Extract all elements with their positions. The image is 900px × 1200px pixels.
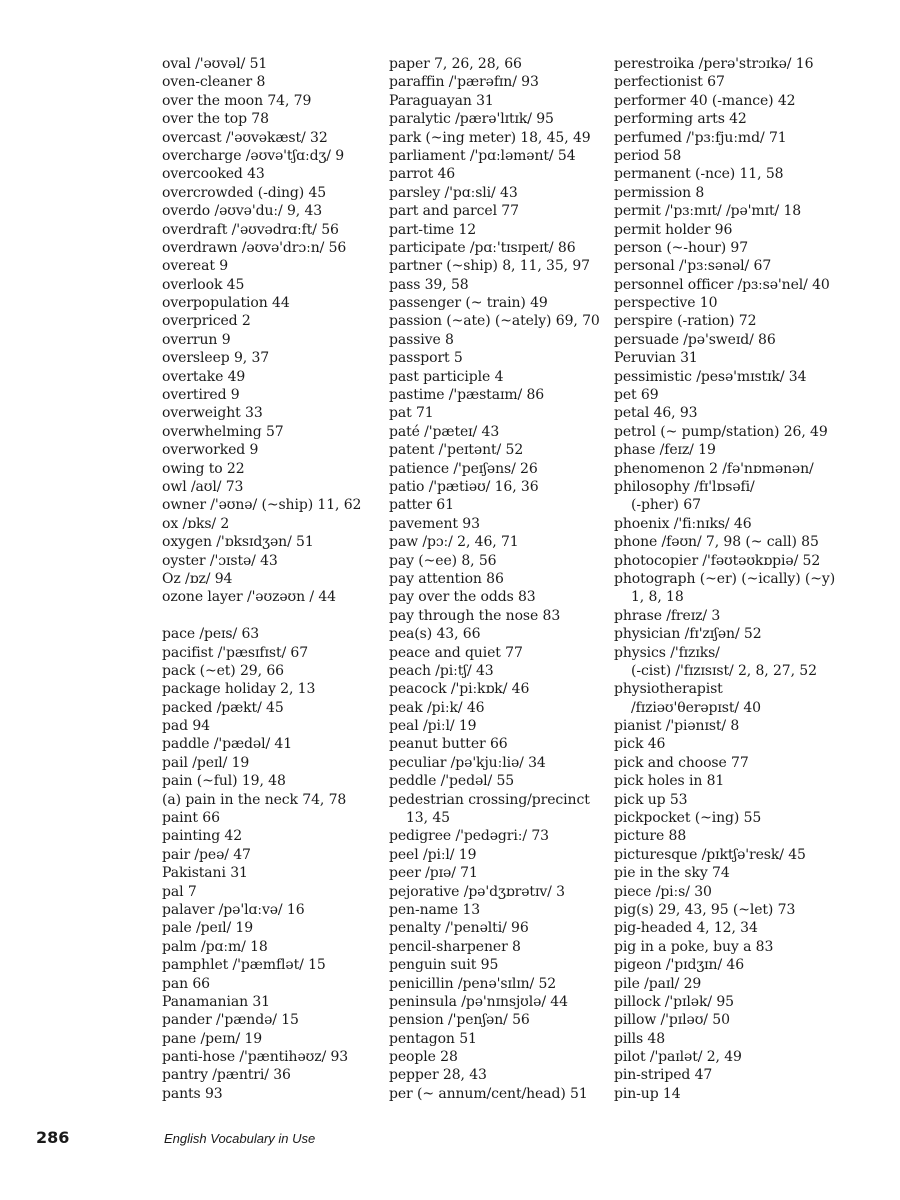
section-gap — [162, 607, 392, 625]
index-entry: pedestrian crossing/precinct — [389, 791, 590, 808]
index-entry: pain (~ful) 19, 48 — [162, 773, 286, 790]
index-entry: Oz /ɒz/ 94 — [162, 570, 233, 587]
index-entry: overcrowded (-ding) 45 — [162, 184, 327, 201]
index-entry: pea(s) 43, 66 — [389, 626, 481, 643]
index-entry: perspective 10 — [614, 295, 718, 312]
index-entry: picturesque /pɪktʃə'resk/ 45 — [614, 846, 806, 863]
index-entry: pig(s) 29, 43, 95 (~let) 73 — [614, 901, 796, 918]
index-entry: perfumed /'pɜːfjuːmd/ 71 — [614, 129, 787, 146]
index-entry: peal /piːl/ 19 — [389, 718, 477, 735]
index-entry: pentagon 51 — [389, 1030, 477, 1047]
index-entry: permission 8 — [614, 184, 705, 201]
index-entry: painting 42 — [162, 828, 243, 845]
index-entry: pin-striped 47 — [614, 1067, 713, 1084]
index-entry: overdrawn /əʊvə'drɔːn/ 56 — [162, 239, 347, 256]
index-entry: overtake 49 — [162, 368, 246, 385]
index-entry: patio /'pætiəʊ/ 16, 36 — [389, 478, 539, 495]
index-entry: peddle /'pedəl/ 55 — [389, 773, 515, 790]
index-entry: physics /'fɪzɪks/ — [614, 644, 720, 661]
index-entry: patent /'peɪtənt/ 52 — [389, 442, 524, 459]
index-entry: oyster /'ɔɪstə/ 43 — [162, 552, 278, 569]
index-entry: panti-hose /'pæntihəʊz/ 93 — [162, 1049, 349, 1066]
index-column-3 — [614, 55, 844, 1103]
index-entry: packed /pækt/ 45 — [162, 699, 284, 716]
index-entry: Peruvian 31 — [614, 350, 698, 367]
index-entry: paté /'pæteɪ/ 43 — [389, 423, 500, 440]
index-entry: pass 39, 58 — [389, 276, 469, 293]
page-number: 286 — [36, 1128, 70, 1147]
index-entry: performer 40 (-mance) 42 — [614, 92, 796, 109]
index-entry: passenger (~ train) 49 — [389, 295, 548, 312]
index-entry: pail /peɪl/ 19 — [162, 754, 250, 771]
index-entry: part-time 12 — [389, 221, 477, 238]
index-entry: pen-name 13 — [389, 901, 481, 918]
index-entry: pay over the odds 83 — [389, 589, 536, 606]
index-entry: Paraguayan 31 — [389, 92, 494, 109]
index-entry: penalty /'penəlti/ 96 — [389, 920, 529, 937]
index-entry: overweight 33 — [162, 405, 263, 422]
index-entry: pickpocket (~ing) 55 — [614, 810, 762, 827]
index-entry-continuation: (-cist) /'fɪzɪsɪst/ 2, 8, 27, 52 — [631, 662, 817, 679]
index-entry: pie in the sky 74 — [614, 865, 730, 882]
index-entry: personal /'pɜːsənəl/ 67 — [614, 258, 772, 275]
index-entry: pad 94 — [162, 718, 210, 735]
index-entry: overdo /əʊvə'duː/ 9, 43 — [162, 203, 323, 220]
index-entry: penicillin /penə'sɪlɪn/ 52 — [389, 975, 557, 992]
index-entry: pick up 53 — [614, 791, 688, 808]
index-entry: pants 93 — [162, 1085, 223, 1102]
index-entry: paw /pɔː/ 2, 46, 71 — [389, 534, 519, 551]
index-entry: oversleep 9, 37 — [162, 350, 270, 367]
index-entry: per (~ annum/cent/head) 51 — [389, 1085, 588, 1102]
index-entry: overworked 9 — [162, 442, 259, 459]
index-entry: pet 69 — [614, 387, 659, 404]
index-entry: petrol (~ pump/station) 26, 49 — [614, 423, 828, 440]
index-entry: oval /'əʊvəl/ 51 — [162, 56, 268, 72]
index-entry: participate /pɑː'tɪsɪpeɪt/ 86 — [389, 239, 576, 256]
index-entry: pay attention 86 — [389, 570, 504, 587]
index-entry: Pakistani 31 — [162, 865, 248, 882]
index-entry: pat 71 — [389, 405, 434, 422]
index-entry: overrun 9 — [162, 331, 231, 348]
book-title: English Vocabulary in Use — [164, 1131, 316, 1146]
index-entry: pamphlet /'pæmflət/ 15 — [162, 957, 326, 974]
index-entry: past participle 4 — [389, 368, 504, 385]
index-entry: passion (~ate) (~ately) 69, 70 — [389, 313, 600, 330]
index-entry: parsley /'pɑːsli/ 43 — [389, 184, 518, 201]
index-entry: parrot 46 — [389, 166, 456, 183]
index-entry: paint 66 — [162, 810, 220, 827]
index-entry: overwhelming 57 — [162, 423, 284, 440]
index-entry: philosophy /fɪ'lɒsəfi/ — [614, 478, 755, 495]
index-entry-continuation: (-pher) 67 — [631, 497, 701, 514]
index-entry-continuation: 13, 45 — [406, 810, 450, 827]
index-entry: pacifist /'pæsɪfɪst/ 67 — [162, 644, 309, 661]
index-entry: ozone layer /'əʊzəʊn / 44 — [162, 589, 336, 606]
index-entry: paddle /'pædəl/ 41 — [162, 736, 293, 753]
index-entry: peer /pɪə/ 71 — [389, 865, 478, 882]
index-entry: overtired 9 — [162, 387, 240, 404]
index-entry: pigeon /'pɪdʒɪn/ 46 — [614, 957, 745, 974]
index-column-2 — [389, 55, 619, 1103]
index-entry: part and parcel 77 — [389, 203, 519, 220]
index-entry: pastime /'pæstaɪm/ 86 — [389, 387, 545, 404]
index-entry: palm /pɑːm/ 18 — [162, 938, 268, 955]
index-entry: pane /peɪn/ 19 — [162, 1030, 263, 1047]
index-entry: pick and choose 77 — [614, 754, 749, 771]
index-entry: peculiar /pə'kjuːliə/ 34 — [389, 754, 546, 771]
index-entry: perspire (-ration) 72 — [614, 313, 757, 330]
index-entry: persuade /pə'sweɪd/ 86 — [614, 331, 776, 348]
index-entry: passport 5 — [389, 350, 463, 367]
index-entry: peanut butter 66 — [389, 736, 508, 753]
index-entry-continuation: /fɪziəʊ'θerəpɪst/ 40 — [631, 699, 761, 716]
index-entry: passive 8 — [389, 331, 454, 348]
index-entry: over the moon 74, 79 — [162, 92, 312, 109]
index-entry: pair /peə/ 47 — [162, 846, 251, 863]
index-entry: paper 7, 26, 28, 66 — [389, 56, 522, 72]
index-entry: pillow /'pɪləʊ/ 50 — [614, 1012, 730, 1029]
index-entry: photograph (~er) (~ically) (~y) — [614, 570, 836, 587]
index-entry: package holiday 2, 13 — [162, 681, 316, 698]
index-entry: phoenix /'fiːnɪks/ 46 — [614, 515, 752, 532]
index-entry: paralytic /pærə'lɪtɪk/ 95 — [389, 111, 554, 128]
index-entry: perestroika /perə'strɔɪkə/ 16 — [614, 56, 814, 72]
index-entry: overlook 45 — [162, 276, 245, 293]
index-entry: pin-up 14 — [614, 1085, 681, 1102]
index-entry: oxygen /'ɒksɪdʒən/ 51 — [162, 534, 314, 551]
index-entry: overdraft /'əʊvədrɑːft/ 56 — [162, 221, 339, 238]
index-entry: Panamanian 31 — [162, 993, 270, 1010]
index-entry: over the top 78 — [162, 111, 269, 128]
index-entry: pavement 93 — [389, 515, 480, 532]
index-entry: pillock /'pɪlək/ 95 — [614, 993, 734, 1010]
index-entry: pig in a poke, buy a 83 — [614, 938, 774, 955]
index-entry: pessimistic /pesə'mɪstɪk/ 34 — [614, 368, 807, 385]
index-entry: partner (~ship) 8, 11, 35, 97 — [389, 258, 590, 275]
index-entry: pick holes in 81 — [614, 773, 725, 790]
index-entry: photocopier /'fəʊtəʊkɒpiə/ 52 — [614, 552, 821, 569]
index-entry: overcooked 43 — [162, 166, 265, 183]
index-entry: pace /peɪs/ 63 — [162, 626, 260, 643]
index-entry: overeat 9 — [162, 258, 229, 275]
index-entry: personnel officer /pɜːsə'nel/ 40 — [614, 276, 830, 293]
index-entry: pianist /'piənɪst/ 8 — [614, 718, 740, 735]
index-entry: patter 61 — [389, 497, 454, 514]
index-entry: overcharge /əʊvə'tʃɑːdʒ/ 9 — [162, 147, 345, 164]
index-entry: piece /piːs/ 30 — [614, 883, 712, 900]
index-entry: peel /piːl/ 19 — [389, 846, 477, 863]
index-entry: physiotherapist — [614, 681, 723, 698]
index-entry: owing to 22 — [162, 460, 245, 477]
index-entry: physician /fɪ'zɪʃən/ 52 — [614, 626, 762, 643]
index-entry: peninsula /pə'nɪnsjʊlə/ 44 — [389, 993, 568, 1010]
index-entry: pay through the nose 83 — [389, 607, 561, 624]
index-entry: oven-cleaner 8 — [162, 74, 266, 91]
index-entry: penguin suit 95 — [389, 957, 499, 974]
index-entry: peak /piːk/ 46 — [389, 699, 485, 716]
index-entry: parliament /'pɑːləmənt/ 54 — [389, 147, 576, 164]
index-column-1 — [162, 55, 392, 1103]
index-entry: owner /'əʊnə/ (~ship) 11, 62 — [162, 497, 362, 514]
index-entry: peach /piːtʃ/ 43 — [389, 662, 494, 679]
index-entry: pale /peɪl/ 19 — [162, 920, 254, 937]
index-entry: person (~-hour) 97 — [614, 239, 749, 256]
index-entry: performing arts 42 — [614, 111, 747, 128]
index-entry: overpriced 2 — [162, 313, 251, 330]
index-entry: permit /'pɜːmɪt/ /pə'mɪt/ 18 — [614, 203, 802, 220]
index-entry: pan 66 — [162, 975, 210, 992]
index-entry: pile /paɪl/ 29 — [614, 975, 702, 992]
index-entry: pick 46 — [614, 736, 666, 753]
index-entry: pay (~ee) 8, 56 — [389, 552, 497, 569]
index-entry: overpopulation 44 — [162, 295, 290, 312]
index-entry: ox /ɒks/ 2 — [162, 515, 230, 532]
index-entry: peacock /'piːkɒk/ 46 — [389, 681, 530, 698]
index-entry: owl /aʊl/ 73 — [162, 478, 244, 495]
index-entry: people 28 — [389, 1049, 458, 1066]
index-entry-continuation: 1, 8, 18 — [631, 589, 684, 606]
index-entry: phase /feɪz/ 19 — [614, 442, 716, 459]
index-entry: period 58 — [614, 147, 682, 164]
index-entry: phrase /freɪz/ 3 — [614, 607, 721, 624]
index-entry: pack (~et) 29, 66 — [162, 662, 284, 679]
index-entry: patience /'peɪʃəns/ 26 — [389, 460, 538, 477]
index-entry: pencil-sharpener 8 — [389, 938, 521, 955]
index-entry: pejorative /pə'dʒɒrətɪv/ 3 — [389, 883, 565, 900]
index-entry: pension /'penʃən/ 56 — [389, 1012, 530, 1029]
index-entry: overcast /'əʊvəkæst/ 32 — [162, 129, 328, 146]
index-entry: pills 48 — [614, 1030, 666, 1047]
index-entry: pedigree /'pedəgriː/ 73 — [389, 828, 549, 845]
index-entry: paraffin /'pærəfɪn/ 93 — [389, 74, 539, 91]
index-entry: (a) pain in the neck 74, 78 — [162, 791, 347, 808]
index-entry: pal 7 — [162, 883, 197, 900]
index-entry: permanent (-nce) 11, 58 — [614, 166, 784, 183]
index-entry: pilot /'paɪlət/ 2, 49 — [614, 1049, 742, 1066]
index-entry: pander /'pændə/ 15 — [162, 1012, 299, 1029]
index-entry: picture 88 — [614, 828, 687, 845]
index-entry: peace and quiet 77 — [389, 644, 523, 661]
index-entry: phenomenon 2 /fə'nɒmənən/ — [614, 460, 814, 477]
page-footer — [36, 1128, 315, 1147]
index-entry: palaver /pə'lɑːvə/ 16 — [162, 901, 305, 918]
index-entry: phone /fəʊn/ 7, 98 (~ call) 85 — [614, 534, 819, 551]
index-entry: permit holder 96 — [614, 221, 733, 238]
index-entry: park (~ing meter) 18, 45, 49 — [389, 129, 591, 146]
index-entry: perfectionist 67 — [614, 74, 725, 91]
index-entry: pig-headed 4, 12, 34 — [614, 920, 758, 937]
index-entry: pepper 28, 43 — [389, 1067, 487, 1084]
index-entry: petal 46, 93 — [614, 405, 698, 422]
index-entry: pantry /pæntri/ 36 — [162, 1067, 291, 1084]
